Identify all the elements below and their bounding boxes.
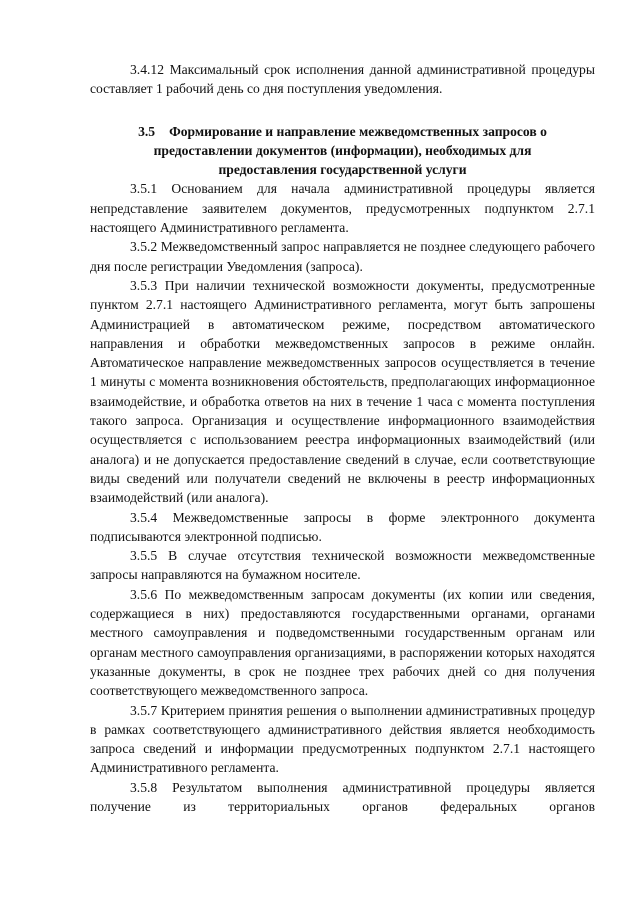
paragraph-3-5-8: 3.5.8 Результатом выполнения административной процедуры является получение из территориальных органов федеральных органов [90,779,595,814]
section-heading [90,122,595,180]
paragraph-3-5-2: 3.5.2 Межведомственный запрос направляется не позднее следующего рабочего дня после регистрации Уведомления (запроса). [90,239,595,274]
paragraph-3-5-6: 3.5.6 По межведомственным запросам документы (их копии или сведения, содержащиеся в них) предоставляются государственными органами, органами местного самоуправления и подведомственными государственным органам или органам местного самоуправления организациями, в распоряжении которых находятся указанные документы, в срок не позднее трех рабочих дней со дня получения соответствующего межведомственного запроса. [90,586,595,699]
spacer [90,99,595,122]
paragraph-3-5-3: 3.5.3 При наличии технической возможности документы, предусмотренные пунктом 2.7.1 настоящего Административного регламента, могут быть запрошены Администрацией в автоматическом режиме, посредством автоматического направления и обработки межведомственных запросов в режиме онлайн. Автоматическое направление межведомственных запросов осуществляется в течение 1 минуты с момента возникновения обстоятельств, предполагающих информационное взаимодействие, и обработка ответов на них в течение 1 часа с момента поступления такого запроса. Организация и осуществление информационного взаимодействия осуществляется с использованием реестра информационных взаимодействий (или аналога) и не допускается предоставление сведений в случае, если соответствующие виды сведений или получатели сведений не включены в реестр информационных взаимодействий (или аналога). [90,277,595,506]
document-page [90,60,595,816]
paragraph-3-5-7: 3.5.7 Критерием принятия решения о выполнении административных процедур в рамках соответствующего административного действия является необходимость запроса сведений и информации предусмотренных подпунктом 2.7.1 настоящего Административного регламента. [90,702,595,776]
paragraph-3-4-12: 3.4.12 Максимальный срок исполнения данной административной процедуры составляет 1 рабочий день со дня поступления уведомления. [90,62,595,97]
paragraph-3-5-1: 3.5.1 Основанием для начала административной процедуры является непредставление заявителем документов, предусмотренных подпунктом 2.7.1 настоящего Административного регламента. [90,181,595,236]
paragraph-3-5-5: 3.5.5 В случае отсутствия технической возможности межведомственные запросы направляются на бумажном носителе. [90,548,595,583]
section-title: Формирование и направление межведомственных запросов о предоставлении документов (информации), необходимых для предоставления государственной услуги [153,123,547,178]
section-number: 3.5 [138,123,156,139]
paragraph-3-5-4: 3.5.4 Межведомственные запросы в форме электронного документа подписываются электронной подписью. [90,509,595,544]
